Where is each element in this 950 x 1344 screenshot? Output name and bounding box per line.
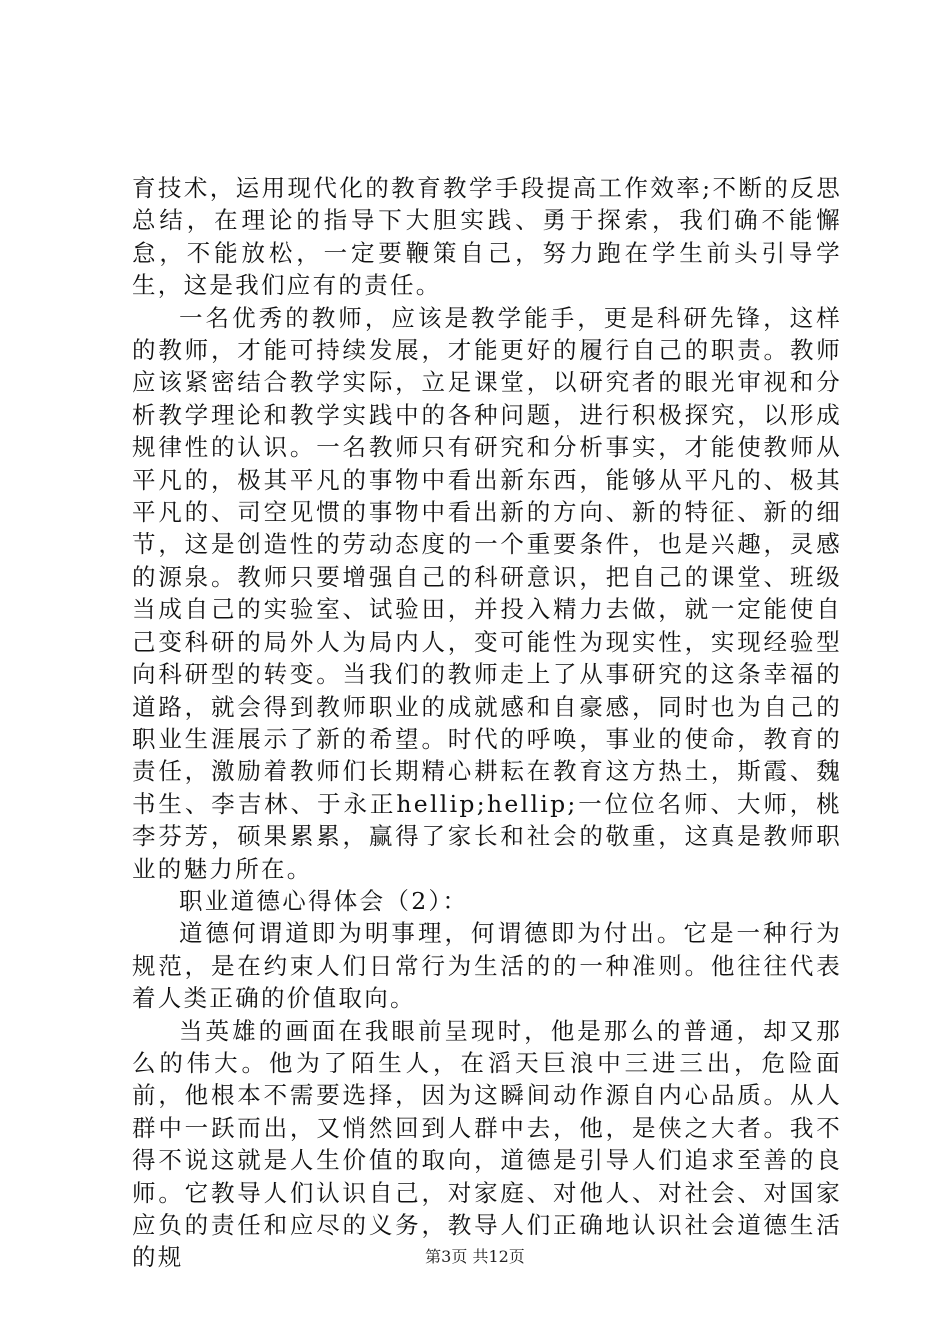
paragraph-5: 当英雄的画面在我眼前呈现时，他是那么的普通，却又那么的伟大。他为了陌生人，在滔天巨浪中三进三出，危险面前，他根本不需要选择，因为这瞬间动作源自内心品质。从人群中一跃而出，又悄然回到人群中去，他，是侠之大者。我不得不说这就是人生价值的取向，道德是引导人们追求至善的良师。它教导人们认识自己，对家庭、对他人、对社会、对国家应负的责任和应尽的义务，教导人们正确地认识社会道德生活的规: [132, 1016, 842, 1272]
page-footer: [0, 1244, 950, 1267]
paragraph-2: 一名优秀的教师，应该是教学能手，更是科研先锋，这样的教师，才能可持续发展，才能更好的履行自己的职责。教师应该紧密结合教学实际，立足课堂，以研究者的眼光审视和分析教学理论和教学实践中的各种问题，进行积极探究，以形成规律性的认识。一名教师只有研究和分析事实，才能使教师从平凡的，极其平凡的事物中看出新东西，能够从平凡的、极其平凡的、司空见惯的事物中看出新的方向、新的特征、新的细节，这是创造性的劳动态度的一个重要条件，也是兴趣，灵感的源泉。教师只要增强自己的科研意识，把自己的课堂、班级当成自己的实验室、试验田，并投入精力去做，就一定能使自己变科研的局外人为局内人，变可能性为现实性，实现经验型向科研型的转变。当我们的教师走上了从事研究的这条幸福的道路，就会得到教师职业的成就感和自豪感，同时也为自己的职业生涯展示了新的希望。时代的呼唤，事业的使命，教育的责任，激励着教师们长期精心耕耘在教育这方热土，斯霞、魏书生、李吉林、于永正hellip;hellip;一位位名师、大师，桃李芬芳，硕果累累，赢得了家长和社会的敬重，这真是教师职业的魅力所在。: [132, 303, 842, 883]
paragraph-1: 育技术，运用现代化的教育教学手段提高工作效率;不断的反思总结，在理论的指导下大胆实践、勇于探索，我们确不能懈怠，不能放松，一定要鞭策自己，努力跑在学生前头引导学生，这是我们应有的责任。: [132, 174, 842, 300]
document-body: [132, 172, 842, 1274]
section-heading: 职业道德心得体会（2）：: [179, 886, 469, 915]
paragraph-4: 道德何谓道即为明事理，何谓德即为付出。它是一种行为规范，是在约束人们日常行为生活的的一种准则。他往往代表着人类正确的价值取向。: [132, 919, 842, 1013]
page-number-label: 第3页 共12页: [425, 1247, 525, 1266]
